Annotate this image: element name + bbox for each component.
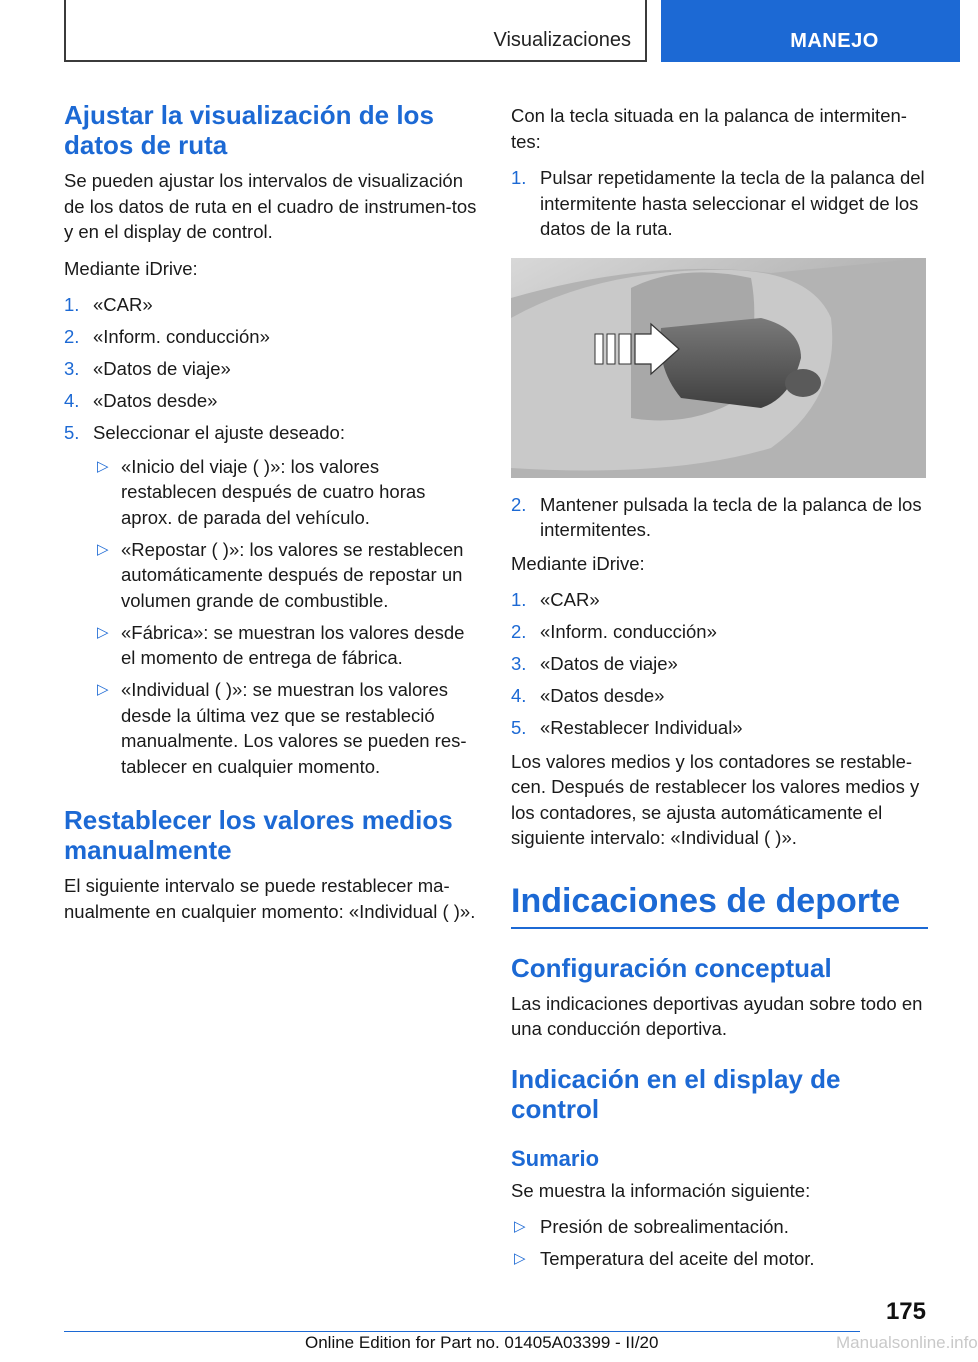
header-section-title: Visualizaciones	[493, 28, 631, 51]
paragraph: Con la tecla situada en la palanca de intermiten-tes:	[511, 105, 907, 152]
step-text: «CAR»	[540, 589, 600, 610]
list-item	[511, 1214, 928, 1240]
heading-sport-displays: Indicaciones de deporte	[511, 881, 928, 929]
list-item	[64, 677, 478, 779]
step-text: «Datos de viaje»	[540, 653, 678, 674]
step-number: 3.	[511, 653, 527, 674]
step-text: «Datos de viaje»	[93, 358, 231, 379]
step-text: «CAR»	[93, 294, 153, 315]
list-item	[511, 165, 928, 242]
step-number: 1.	[64, 294, 80, 315]
paragraph: Los valores medios y los contadores se restable-cen. Después de restablecer los valores medios y los contadores, se ajusta automáticamente el siguiente intervalo: «Individual ( )».	[511, 750, 920, 848]
list-item	[511, 619, 928, 645]
list-item	[511, 683, 928, 709]
step-number: 2.	[511, 621, 527, 642]
step-list	[511, 587, 928, 741]
bullet-text: Presión de sobrealimentación.	[540, 1216, 789, 1237]
header-section-box	[64, 0, 647, 62]
list-item	[64, 356, 478, 382]
footer-edition: Online Edition for Part no. 01405A03399 - II/20	[305, 1333, 659, 1352]
step-number: 5.	[511, 717, 527, 738]
list-item	[64, 420, 478, 446]
watermark: Manualsonline.info	[836, 1333, 978, 1352]
step-number: 1.	[511, 167, 527, 188]
step-number: 4.	[64, 390, 80, 411]
option-list	[64, 454, 478, 780]
paragraph: Se pueden ajustar los intervalos de visualización de los datos de ruta en el cuadro de instrumen-tos y en el display de control.	[64, 170, 477, 242]
step-number: 1.	[511, 589, 527, 610]
step-number: 4.	[511, 685, 527, 706]
footer-divider	[64, 1331, 860, 1332]
header-chapter-title: MANEJO	[790, 29, 879, 52]
page-number: 175	[885, 1298, 926, 1325]
list-item	[511, 492, 928, 543]
step-text: «Inform. conducción»	[93, 326, 270, 347]
step-list	[511, 492, 928, 543]
step-text: Pulsar repetidamente la tecla de la palanca del intermitente hasta seleccionar el widget de los datos de la ruta.	[540, 167, 925, 239]
lever-illustration-icon	[511, 258, 926, 478]
step-list	[511, 165, 928, 242]
step-number: 2.	[511, 493, 527, 515]
right-column	[511, 103, 928, 1280]
heading-reset-averages: Restablecer los valores medios manualmente	[64, 805, 453, 865]
triangle-bullet-icon: ▷	[514, 1218, 526, 1235]
bullet-text: «Individual ( )»: se muestran los valores desde la última vez que se restableció manualmente. Los valores se pueden res-tablecer en cualquier momento.	[121, 679, 467, 777]
heading-adjust-route-data: Ajustar la visualización de los datos de ruta	[64, 100, 434, 160]
triangle-bullet-icon: ▷	[97, 681, 109, 698]
step-text: «Restablecer Individual»	[540, 717, 743, 738]
bullet-text: «Inicio del viaje ( )»: los valores restablecen después de cuatro horas aprox. de parada del vehículo.	[121, 455, 426, 528]
list-item	[64, 388, 478, 414]
bullet-text: «Repostar ( )»: los valores se restablecen automáticamente después de repostar un volumen grande de combustible.	[121, 538, 464, 611]
paragraph: Mediante iDrive:	[64, 257, 198, 279]
step-list	[64, 292, 478, 446]
paragraph: Las indicaciones deportivas ayudan sobre todo en una conducción deportiva.	[511, 992, 923, 1039]
step-text: «Datos desde»	[540, 685, 665, 706]
paragraph: El siguiente intervalo se puede restablecer ma-nualmente en cualquier momento: «Individual ( )».	[64, 875, 476, 922]
bullet-text: «Fábrica»: se muestran los valores desde el momento de entrega de fábrica.	[121, 621, 465, 668]
step-text: «Datos desde»	[93, 390, 218, 411]
list-item	[64, 537, 478, 614]
left-column	[64, 100, 478, 935]
turn-signal-lever-photo	[511, 258, 926, 478]
list-item	[511, 1246, 928, 1272]
step-number: 2.	[64, 326, 80, 347]
step-text: Seleccionar el ajuste deseado:	[93, 422, 345, 443]
list-item	[64, 292, 478, 318]
list-item	[511, 715, 928, 741]
triangle-bullet-icon: ▷	[97, 540, 109, 558]
list-item	[64, 324, 478, 350]
triangle-bullet-icon: ▷	[514, 1250, 526, 1267]
list-item	[64, 454, 478, 531]
paragraph: Mediante iDrive:	[511, 552, 645, 574]
info-list	[511, 1214, 928, 1272]
header-chapter-tab	[661, 0, 960, 62]
paragraph: Se muestra la información siguiente:	[511, 1179, 811, 1201]
triangle-bullet-icon: ▷	[97, 623, 109, 641]
list-item	[511, 587, 928, 613]
bullet-text: Temperatura del aceite del motor.	[540, 1248, 815, 1269]
step-number: 5.	[64, 422, 80, 443]
step-text: Mantener pulsada la tecla de la palanca de los intermitentes.	[540, 493, 922, 540]
heading-control-display: Indicación en el display de control	[511, 1063, 841, 1124]
step-number: 3.	[64, 358, 80, 379]
list-item	[64, 620, 478, 671]
heading-concept: Configuración conceptual	[511, 952, 832, 983]
triangle-bullet-icon: ▷	[97, 457, 109, 475]
list-item	[511, 651, 928, 677]
heading-summary: Sumario	[511, 1145, 600, 1171]
step-text: «Inform. conducción»	[540, 621, 717, 642]
